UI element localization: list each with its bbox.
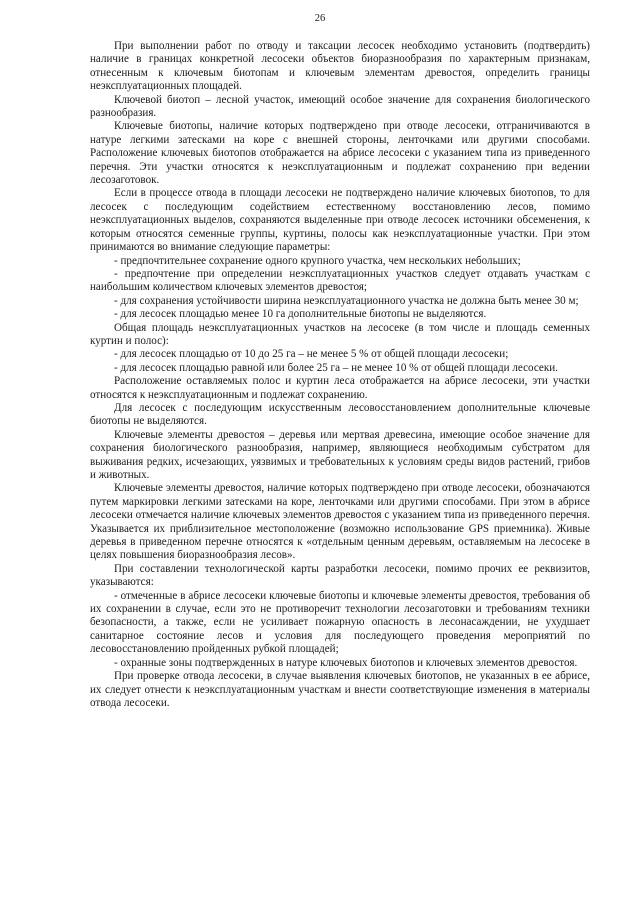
paragraph: Ключевой биотоп – лесной участок, имеющий особое значение для сохранения биологического разнообразия. — [90, 93, 590, 120]
paragraph: При составлении технологической карты разработки лесосеки, помимо прочих ее реквизитов, указываются: — [90, 562, 590, 589]
paragraph: Ключевые биотопы, наличие которых подтверждено при отводе лесосеки, отграничиваются в натуре легкими затесками на коре с внешней стороны, ленточками или другими способами. Расположение ключевых биотопов отображается на абрисе лесосеки с указанием типа из приведенного перечня. Эти участки относятся к неэксплуатационным и подлежат сохранению при ведении лесозаготовок. — [90, 120, 590, 187]
page-number: 26 — [314, 13, 326, 24]
paragraph: Расположение оставляемых полос и куртин леса отображается на абрисе лесосеки, эти участки относятся к неэксплуатационным и подлежат сохранению. — [90, 375, 590, 401]
paragraph: Если в процессе отвода в площади лесосеки не подтверждено наличие ключевых биотопов, то для лесосек с последующим содействием естественному восстановлению лесов, помимо неэксплуатационных выделов, сохраняются выделенные при отводе лесосек источники обсеменения, к которым относятся семенные группы, куртины, полосы как неэксплуатационные участки. При этом принимаются во внимание следующие параметры: — [90, 187, 590, 254]
paragraph: Ключевые элементы древостоя, наличие которых подтверждено при отводе лесосеки, обозначаются путем маркировки легкими затесками на коре, ленточками или другими способами. При этом в абрисе лесосеки отмечается наличие ключевых элементов древостоя с указанием типа из приведенного перечня. Указывается их приблизительное местоположение (возможно использование GPS приемника). Живые деревья в приведенном перечне относятся к «отдельным ценным деревьям, оставляемым на лесосеке в целях повышения биоразнообразия лесов». — [90, 482, 590, 562]
list-item: - для лесосек площадью от 10 до 25 га – не менее 5 % от общей площади лесосеки; — [114, 348, 509, 361]
list-item: - предпочтительнее сохранение одного крупного участка, чем нескольких небольших; — [114, 254, 521, 267]
paragraph: При проверке отвода лесосеки, в случае выявления ключевых биотопов, не указанных в ее абрисе, их следует отнести к неэксплуатационным участкам и внести соответствующие изменения в материалы отвода лесосеки. — [90, 670, 590, 709]
list-item: - для лесосек площадью менее 10 га дополнительные биотопы не выделяются. — [114, 308, 487, 321]
list-item: - охранные зоны подтвержденных в натуре ключевых биотопов и ключевых элементов древостоя. — [114, 656, 578, 669]
list-item: - для сохранения устойчивости ширина неэксплуатационного участка не должна быть менее 30 м; — [114, 294, 579, 307]
paragraph: Для лесосек с последующим искусственным лесовосстановлением дополнительные ключевые биотопы не выделяются. — [90, 401, 590, 428]
paragraph: При выполнении работ по отводу и таксации лесосек необходимо установить (подтвердить) наличие в границах конкретной лесосеки объектов биоразнообразия по характерным признакам, отнесенным к ключевым биотопам и ключевым элементам древостоя, определить границы неэксплуатационных площадей. — [90, 40, 590, 93]
list-item: - предпочтение при определении неэксплуатационных участков следует отдавать участкам с наибольшим количеством ключевых элементов древостоя; — [90, 267, 590, 294]
list-item: - отмеченные в абрисе лесосеки ключевые биотопы и ключевые элементы древостоя, требования об их сохранении в случае, если это не противоречит технологии лесозаготовки и требованиям техники безопасности, а также, если не усиливает пожарную опасность в лесонасаждении, не ухудшает санитарное состояние лесов и условия для последующего проведения мероприятий по лесовосстановлению пройденных рубкой площадей; — [90, 589, 590, 656]
document-body — [90, 40, 590, 710]
list-item: - для лесосек площадью равной или более 25 га – не менее 10 % от общей площади лесосеки. — [114, 361, 558, 374]
paragraph: Ключевые элементы древостоя – деревья или мертвая древесина, имеющие особое значение для сохранения биологического разнообразия, например, являющиеся необходимым субстратом для выживания редких, исчезающих, уязвимых и требовательных к условиям среды видов растений, грибов и животных. — [90, 428, 590, 481]
paragraph: Общая площадь неэксплуатационных участков на лесосеке (в том числе и площадь семенных куртин и полос): — [90, 321, 590, 347]
